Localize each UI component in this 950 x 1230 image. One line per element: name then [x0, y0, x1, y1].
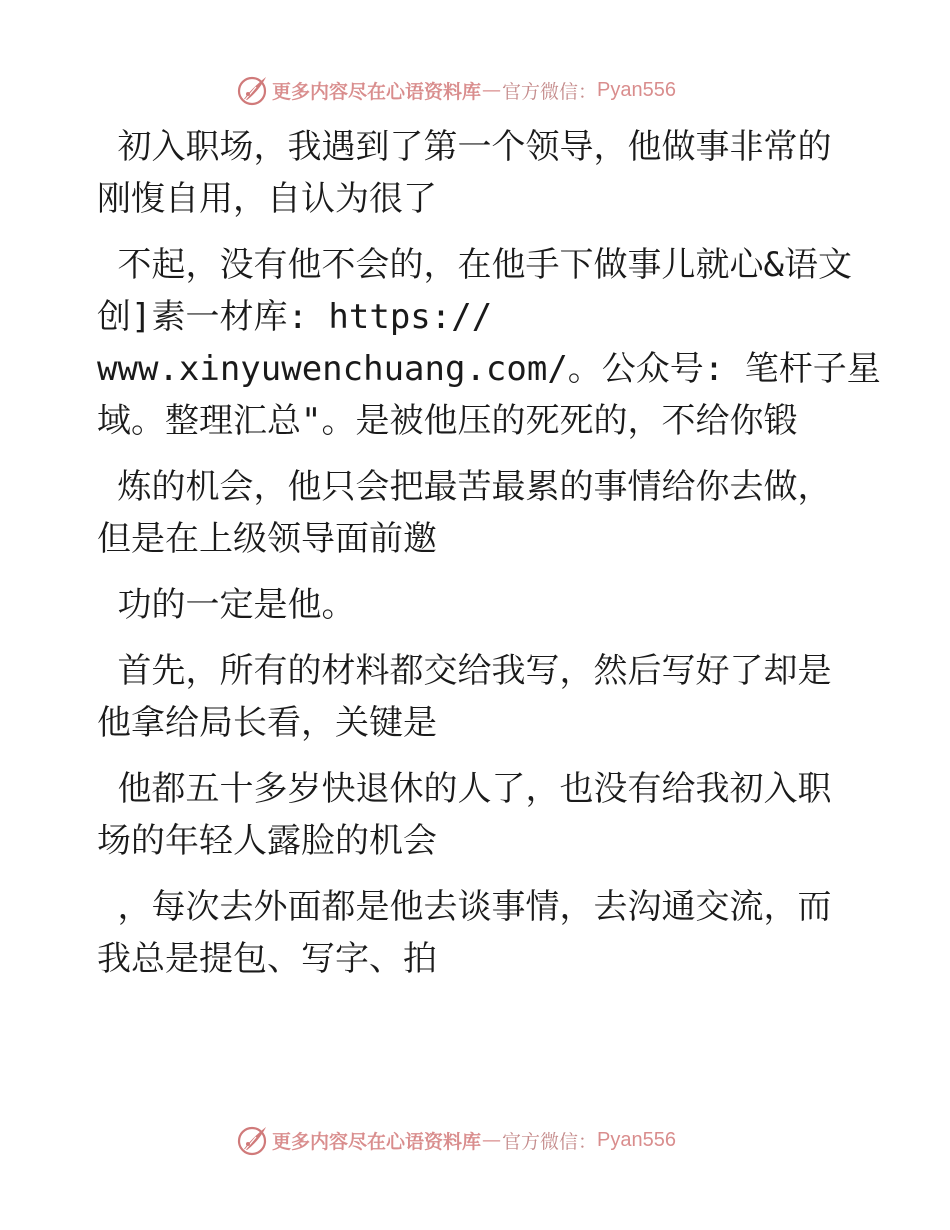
- text-line: www.xinyuwenchuang.com/。公众号: 笔杆子星: [97, 349, 881, 389]
- feather-pen-logo-icon: [236, 73, 270, 107]
- banner-wechat-label: 官方微信：: [502, 80, 598, 103]
- paragraph: [97, 466, 857, 560]
- paragraph: [97, 768, 857, 862]
- text-line: 首先，所有的材料都交给我写，然后写好了却是: [97, 651, 832, 691]
- text-line: 功的一定是他。: [97, 585, 356, 625]
- text-line: 创]素一材库: https://: [97, 297, 493, 337]
- text-line: 场的年轻人露脸的机会: [97, 821, 437, 861]
- banner-wechat-id: Pyan556: [597, 78, 676, 101]
- banner-brand-text: 更多内容尽在心语资料库: [272, 1130, 482, 1153]
- text-line: 域。整理汇总"。是被他压的死死的，不给你锻: [97, 401, 798, 441]
- banner-wechat-label: 官方微信：: [502, 1130, 598, 1153]
- text-line: 他拿给局长看，关键是: [97, 703, 437, 743]
- banner-separator: —: [482, 79, 502, 101]
- paragraph: [97, 886, 857, 980]
- text-line: 初入职场，我遇到了第一个领导，他做事非常的: [97, 127, 832, 167]
- paragraph: [97, 126, 857, 220]
- paragraph: [97, 584, 857, 626]
- banner-separator: —: [482, 1129, 502, 1151]
- footer-watermark-banner: [236, 1122, 676, 1158]
- text-line: 炼的机会，他只会把最苦最累的事情给你去做，: [97, 467, 832, 507]
- text-line: 刚愎自用，自认为很了: [97, 179, 437, 219]
- text-line: 但是在上级领导面前邀: [97, 519, 437, 559]
- banner-wechat-id: Pyan556: [597, 1128, 676, 1151]
- text-line: 他都五十多岁快退休的人了，也没有给我初入职: [97, 769, 832, 809]
- text-line: 我总是提包、写字、拍: [97, 939, 437, 979]
- text-line: 不起，没有他不会的，在他手下做事儿就心&语文: [97, 245, 852, 285]
- paragraph: [97, 650, 857, 744]
- feather-pen-logo-icon: [236, 1123, 270, 1157]
- text-line: ，每次去外面都是他去谈事情，去沟通交流，而: [97, 887, 832, 927]
- header-watermark-banner: [236, 72, 676, 108]
- article-body: [97, 126, 881, 1004]
- banner-brand-text: 更多内容尽在心语资料库: [272, 80, 482, 103]
- paragraph: [97, 244, 881, 442]
